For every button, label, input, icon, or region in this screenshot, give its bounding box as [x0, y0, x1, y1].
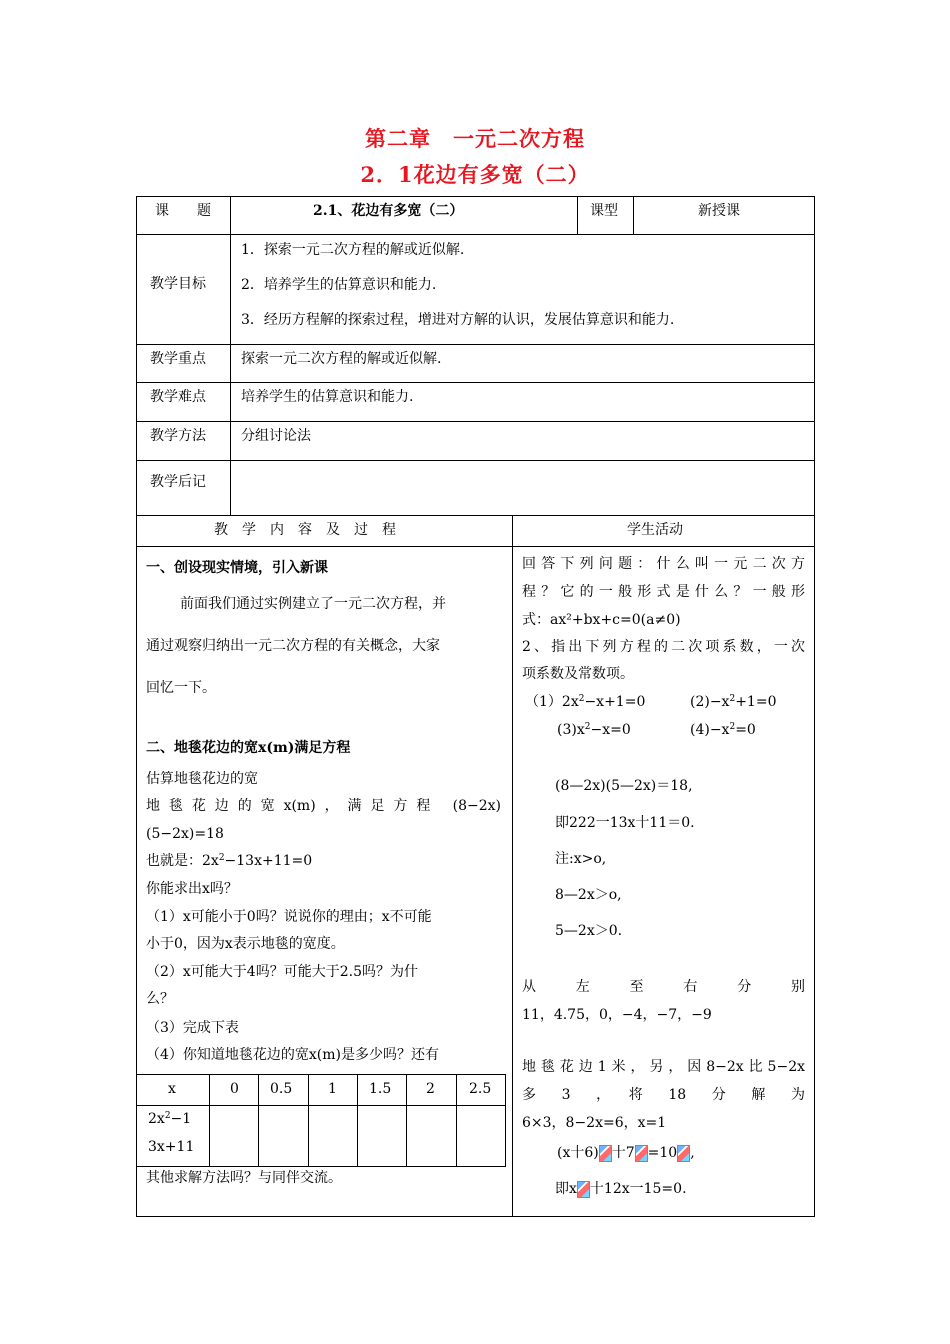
method-value: 分组讨论法 — [241, 428, 311, 444]
table-cell: 0.5 — [270, 1081, 293, 1097]
table-cell: 2.5 — [469, 1081, 492, 1097]
goal-item: 3．经历方程解的探索过程，增进对方解的认识，发展估算意识和能力. — [241, 312, 675, 328]
table-cell: 2 — [426, 1081, 435, 1097]
section2-question: （3）完成下表 — [146, 1020, 239, 1036]
section2-line: 地毯花边的宽x(m)，满足方程 (8−2x) — [146, 798, 501, 814]
activity-line: 式：ax²+bx+c=0(a≠0) — [522, 612, 681, 628]
topic-value: 2.1、花边有多宽（二） — [313, 203, 464, 219]
section1-line: 通过观察归纳出一元二次方程的有关概念，大家 — [146, 638, 440, 654]
method-label: 教学方法 — [150, 428, 206, 444]
type-value: 新授课 — [698, 203, 740, 219]
activity-equation: $(4)-x^2=0$ — [690, 722, 756, 738]
section2-question: （2）x可能大于4吗？可能大于2.5吗？为什 — [146, 964, 418, 980]
section2-question: 其他求解方法吗？与同伴交流。 — [146, 1170, 342, 1186]
activity-line: 从 左 至 右 分 别 — [522, 979, 805, 995]
section2-line: (5−2x)=18 — [146, 826, 224, 842]
chapter-title: 第二章 一元二次方程 — [365, 126, 585, 151]
difficulty-value: 培养学生的估算意识和能力. — [241, 389, 414, 405]
section1-line: 前面我们通过实例建立了一元二次方程，并 — [180, 596, 446, 612]
type-label: 课型 — [590, 203, 618, 219]
section2-question: 你能求出x吗？ — [146, 881, 238, 897]
section2-line: 估算地毯花边的宽 — [146, 771, 258, 787]
activity-line: 5—2x＞0. — [555, 923, 623, 939]
topic-label: 课 题 — [155, 203, 211, 219]
section2-question: 么？ — [146, 991, 174, 1007]
activity-line: 2、指出下列方程的二次项系数，一次 — [522, 639, 805, 655]
activity-line: 注:x>o, — [555, 851, 607, 867]
activity-line: 11，4.75，0，−4，−7，−9 — [522, 1007, 712, 1023]
formula-image-icon — [577, 1181, 590, 1198]
formula-image-icon — [599, 1145, 612, 1162]
section2-title: 二、地毯花边的宽x(m)满足方程 — [146, 740, 351, 756]
section2-equation: 也就是：$2x^2-13x+11=0$ — [146, 853, 313, 869]
table-cell-expr-label: $2x^2-1$ — [148, 1111, 192, 1127]
activity-equation: (x十6) 十7 =10 , — [557, 1145, 695, 1161]
difficulty-label: 教学难点 — [150, 389, 206, 405]
activity-line: 地毯花边1米，另，因8−2x比5−2x — [522, 1059, 805, 1075]
focus-label: 教学重点 — [150, 351, 206, 367]
section1-title: 一、创设现实情境，引入新课 — [146, 560, 328, 576]
table-cell-expr-label: 3x+11 — [148, 1139, 195, 1155]
activity-equation: $(2)-x^2+1=0$ — [690, 694, 777, 710]
activity-line: 多 3 ， 将 18 分 解 为 — [522, 1087, 805, 1103]
activity-line: 程？它的一般形式是什么？一般形 — [522, 584, 805, 600]
goal-item: 2．培养学生的估算意识和能力. — [241, 277, 437, 293]
activity-line: (8—2x)(5—2x)＝18, — [555, 778, 693, 794]
focus-value: 探索一元二次方程的解或近似解. — [241, 351, 442, 367]
table-cell: 1.5 — [369, 1081, 392, 1097]
activity-equation: 即x 十12x一15=0. — [555, 1181, 687, 1197]
section1-line: 回忆一下。 — [146, 680, 216, 696]
formula-image-icon — [677, 1145, 690, 1162]
activity-header: 学生活动 — [627, 522, 683, 538]
activity-equation: $(3)x^2-x=0$ — [557, 722, 631, 738]
activity-line: 6×3，8−2x=6，x=1 — [522, 1115, 667, 1131]
goal-item: 1．探索一元二次方程的解或近似解. — [241, 242, 465, 258]
section2-question: 小于0，因为x表示地毯的宽度。 — [146, 936, 345, 952]
activity-equation: $(1)2x^2-x+1=0$ — [525, 694, 646, 710]
process-header: 教 学 内 容 及 过 程 — [214, 522, 396, 538]
notes-label: 教学后记 — [150, 474, 206, 490]
goals-label: 教学目标 — [150, 276, 206, 292]
activity-line: 项系数及常数项。 — [522, 666, 634, 682]
table-cell-x-label: x — [168, 1081, 176, 1097]
lesson-title: 2．1花边有多宽（二） — [360, 162, 590, 187]
activity-line: 8—2x＞o, — [555, 887, 622, 903]
section2-question: （1）x可能小于0吗？说说你的理由；x不可能 — [146, 909, 432, 925]
activity-line: 即222一13x十11＝0. — [555, 815, 695, 831]
table-cell: 0 — [230, 1081, 239, 1097]
formula-image-icon — [635, 1145, 648, 1162]
table-cell: 1 — [328, 1081, 337, 1097]
activity-line: 回答下列问题：什么叫一元二次方 — [522, 556, 805, 572]
section2-question: （4）你知道地毯花边的宽x(m)是多少吗？还有 — [146, 1047, 440, 1063]
